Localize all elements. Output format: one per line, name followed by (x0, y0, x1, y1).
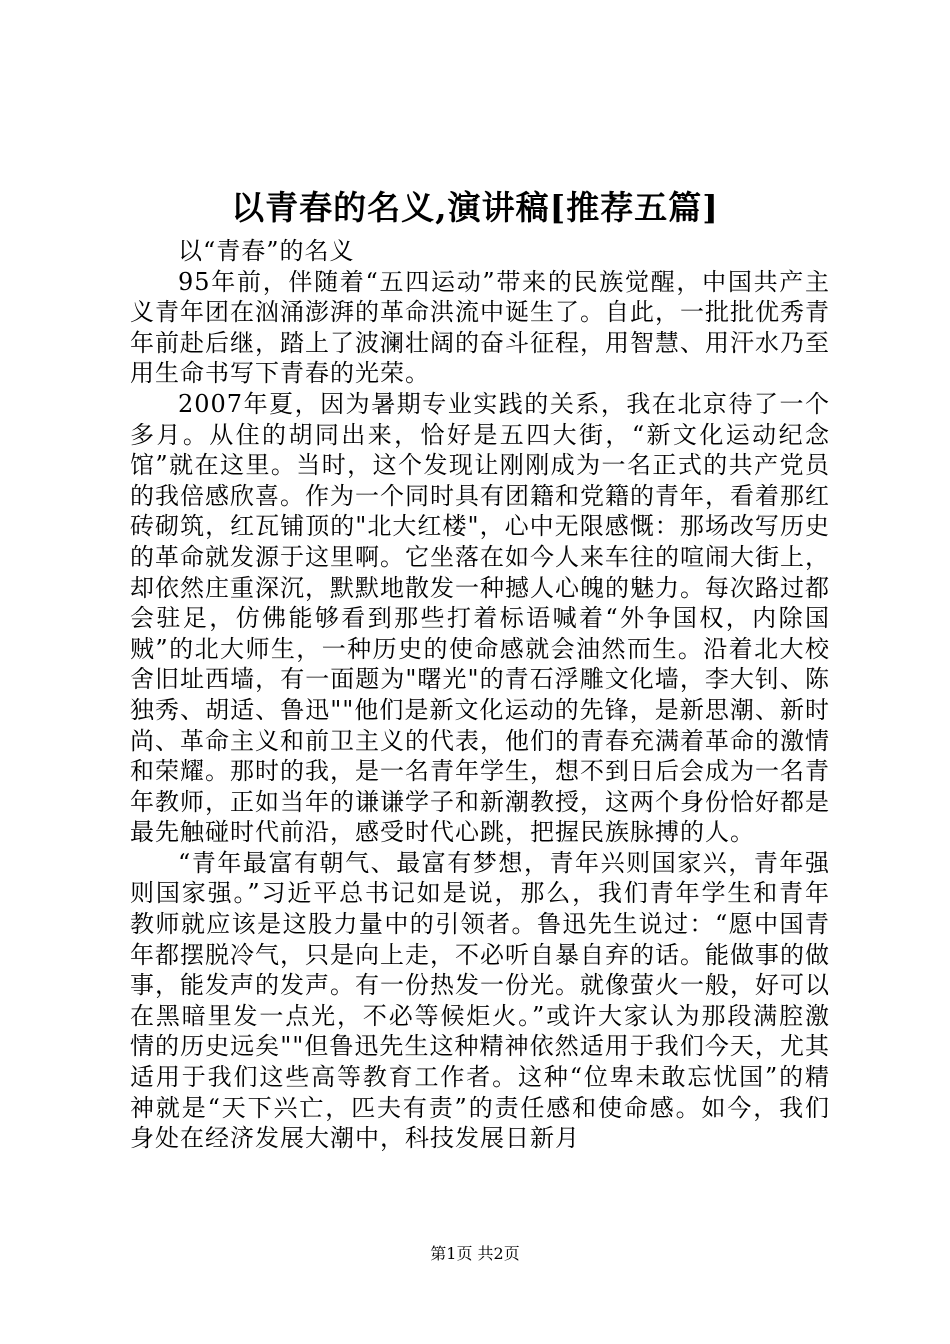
document-title: 以青春的名义,演讲稿[推荐五篇] (231, 188, 719, 227)
paragraph-1: 95年前，伴随着“五四运动”带来的民族觉醒，中国共产主义青年团在汹涌澎湃的革命洪流中诞生了。自此，一批批优秀青年前赴后继，踏上了波澜壮阔的奋斗征程，用智慧、用汗水乃至用生命书写下青春的光荣。 (130, 267, 830, 388)
document-body (130, 236, 830, 1154)
page-footer: 第1页 共2页 (430, 1244, 520, 1263)
paragraph-3: “青年最富有朝气、最富有梦想，青年兴则国家兴，青年强则国家强。”习近平总书记如是说，那么，我们青年学生和青年教师就应该是这股力量中的引领者。鲁迅先生说过：“愿中国青年都摆脱冷气，只是向上走，不必听自暴自弃的话。能做事的做事，能发声的发声。有一份热发一份光。就像萤火一般，好可以在黑暗里发一点光，不必等候炬火。”或许大家认为那段满腔激情的历史远矣""但鲁迅先生这种精神依然适用于我们今天，尤其适用于我们这些高等教育工作者。这种“位卑未敢忘忧国”的精神就是“天下兴亡，匹夫有责”的责任感和使命感。如今，我们身处在经济发展大潮中，科技发展日新月 (130, 848, 830, 1153)
paragraph-2: 2007年夏，因为暑期专业实践的关系，我在北京待了一个多月。从住的胡同出来，恰好是五四大街，“新文化运动纪念馆”就在这里。当时，这个发现让刚刚成为一名正式的共产党员的我倍感欣喜。作为一个同时具有团籍和党籍的青年，看着那红砖砌筑，红瓦铺顶的"北大红楼"，心中无限感慨：那场改写历史的革命就发源于这里啊。它坐落在如今人来车往的喧闹大街上，却依然庄重深沉，默默地散发一种撼人心魄的魅力。每次路过都会驻足，仿佛能够看到那些打着标语喊着“外争国权，内除国贼”的北大师生，一种历史的使命感就会油然而生。沿着北大校舍旧址西墙，有一面题为"曙光"的青石浮雕文化墙，李大钊、陈独秀、胡适、鲁迅""他们是新文化运动的先锋，是新思潮、新时尚、革命主义和前卫主义的代表，他们的青春充满着革命的激情和荣耀。那时的我，是一名青年学生，想不到日后会成为一名青年教师，正如当年的谦谦学子和新潮教授，这两个身份恰好都是最先触碰时代前沿，感受时代心跳，把握民族脉搏的人。 (130, 389, 830, 847)
document-subtitle: 以“青春”的名义 (178, 237, 355, 265)
